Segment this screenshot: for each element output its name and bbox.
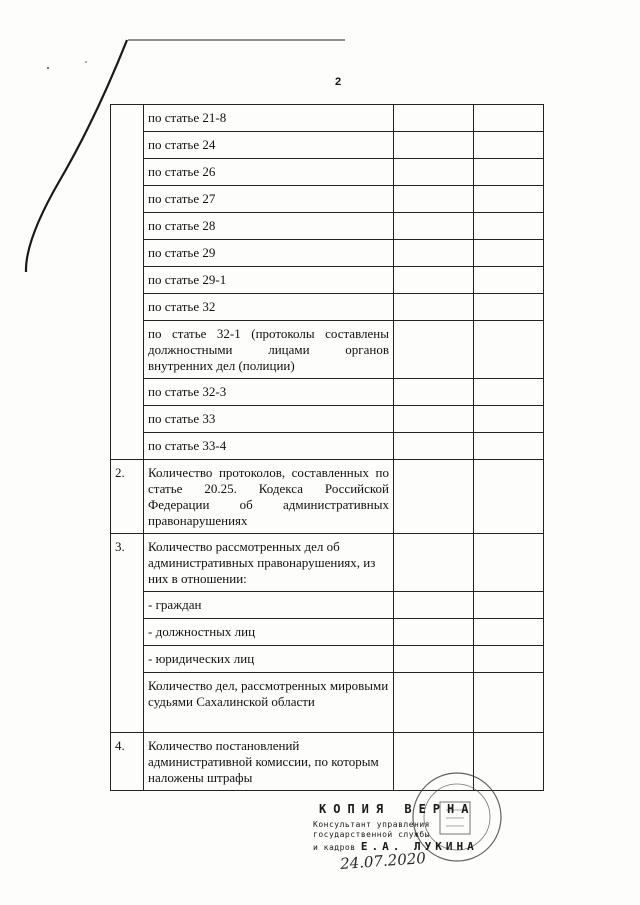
table-row	[111, 379, 544, 406]
value-cell-2	[474, 433, 544, 460]
value-cell-2	[474, 159, 544, 186]
value-cell-2	[474, 592, 544, 619]
value-cell-2	[474, 321, 544, 379]
table-row	[111, 132, 544, 159]
value-cell-1	[394, 240, 474, 267]
handwritten-date: 24.07.2020	[339, 849, 427, 873]
value-cell-2	[474, 406, 544, 433]
value-cell-2	[474, 240, 544, 267]
table-row	[111, 267, 544, 294]
value-cell-2	[474, 267, 544, 294]
value-cell-1	[394, 267, 474, 294]
value-cell-1	[394, 592, 474, 619]
table-row	[111, 406, 544, 433]
row-label: - должностных лиц	[144, 619, 394, 646]
value-cell-1	[394, 619, 474, 646]
value-cell-2	[474, 460, 544, 534]
table-row	[111, 619, 544, 646]
row-number	[111, 105, 144, 460]
value-cell-2	[474, 294, 544, 321]
table-row	[111, 534, 544, 592]
value-cell-1	[394, 105, 474, 132]
row-label: - юридических лиц	[144, 646, 394, 673]
row-label: Количество рассмотренных дел об административных правонарушениях, из них в отношении:	[144, 534, 394, 592]
value-cell-1	[394, 132, 474, 159]
value-cell-2	[474, 619, 544, 646]
row-label: Количество постановлений административной комиссии, по которым наложены штрафы	[144, 733, 394, 791]
value-cell-2	[474, 534, 544, 592]
row-label: по статье 26	[144, 159, 394, 186]
row-number: 3.	[111, 534, 144, 733]
value-cell-2	[474, 379, 544, 406]
row-label: по статье 32	[144, 294, 394, 321]
row-number: 4.	[111, 733, 144, 791]
value-cell-1	[394, 646, 474, 673]
table-row	[111, 105, 544, 132]
row-label: по статье 33	[144, 406, 394, 433]
table-row	[111, 159, 544, 186]
value-cell-2	[474, 105, 544, 132]
row-label: по статье 27	[144, 186, 394, 213]
stamp-position: Консультант управления	[313, 820, 430, 829]
row-label: по статье 24	[144, 132, 394, 159]
stamp-title: КОПИЯ ВЕРНА	[319, 802, 476, 816]
table-row	[111, 592, 544, 619]
table-row	[111, 673, 544, 733]
stamp-department: государственной службы	[313, 830, 430, 839]
page-number: 2	[335, 76, 342, 88]
row-label: по статье 28	[144, 213, 394, 240]
stamp-signatory-name: Е.А. ЛУКИНА	[360, 840, 478, 853]
value-cell-1	[394, 406, 474, 433]
value-cell-1	[394, 321, 474, 379]
value-cell-1	[394, 673, 474, 733]
row-label: по статье 32-3	[144, 379, 394, 406]
report-table	[110, 104, 544, 791]
value-cell-1	[394, 433, 474, 460]
value-cell-1	[394, 186, 474, 213]
value-cell-2	[474, 213, 544, 240]
table-row	[111, 240, 544, 267]
value-cell-1	[394, 379, 474, 406]
stamp-department-tail: и кадров	[313, 843, 356, 852]
value-cell-1	[394, 159, 474, 186]
row-label: Количество протоколов, составленных по статье 20.25. Кодекса Российской Федерации об административных правонарушениях	[144, 460, 394, 534]
row-label: по статье 29-1	[144, 267, 394, 294]
value-cell-2	[474, 646, 544, 673]
table-row	[111, 646, 544, 673]
row-label: по статье 29	[144, 240, 394, 267]
value-cell-1	[394, 534, 474, 592]
value-cell-2	[474, 186, 544, 213]
value-cell-1	[394, 294, 474, 321]
row-number: 2.	[111, 460, 144, 534]
table-row	[111, 321, 544, 379]
row-label: по статье 32-1 (протоколы составлены должностными лицами органов внутренних дел (полиции)	[144, 321, 394, 379]
table-row	[111, 186, 544, 213]
table-row	[111, 433, 544, 460]
value-cell-2	[474, 673, 544, 733]
table-row	[111, 294, 544, 321]
value-cell-1	[394, 460, 474, 534]
value-cell-1	[394, 213, 474, 240]
table-row	[111, 213, 544, 240]
row-label: по статье 33-4	[144, 433, 394, 460]
row-label: Количество дел, рассмотренных мировыми судьями Сахалинской области	[144, 673, 394, 733]
value-cell-2	[474, 132, 544, 159]
row-label: по статье 21-8	[144, 105, 394, 132]
table-row	[111, 460, 544, 534]
row-label: - граждан	[144, 592, 394, 619]
